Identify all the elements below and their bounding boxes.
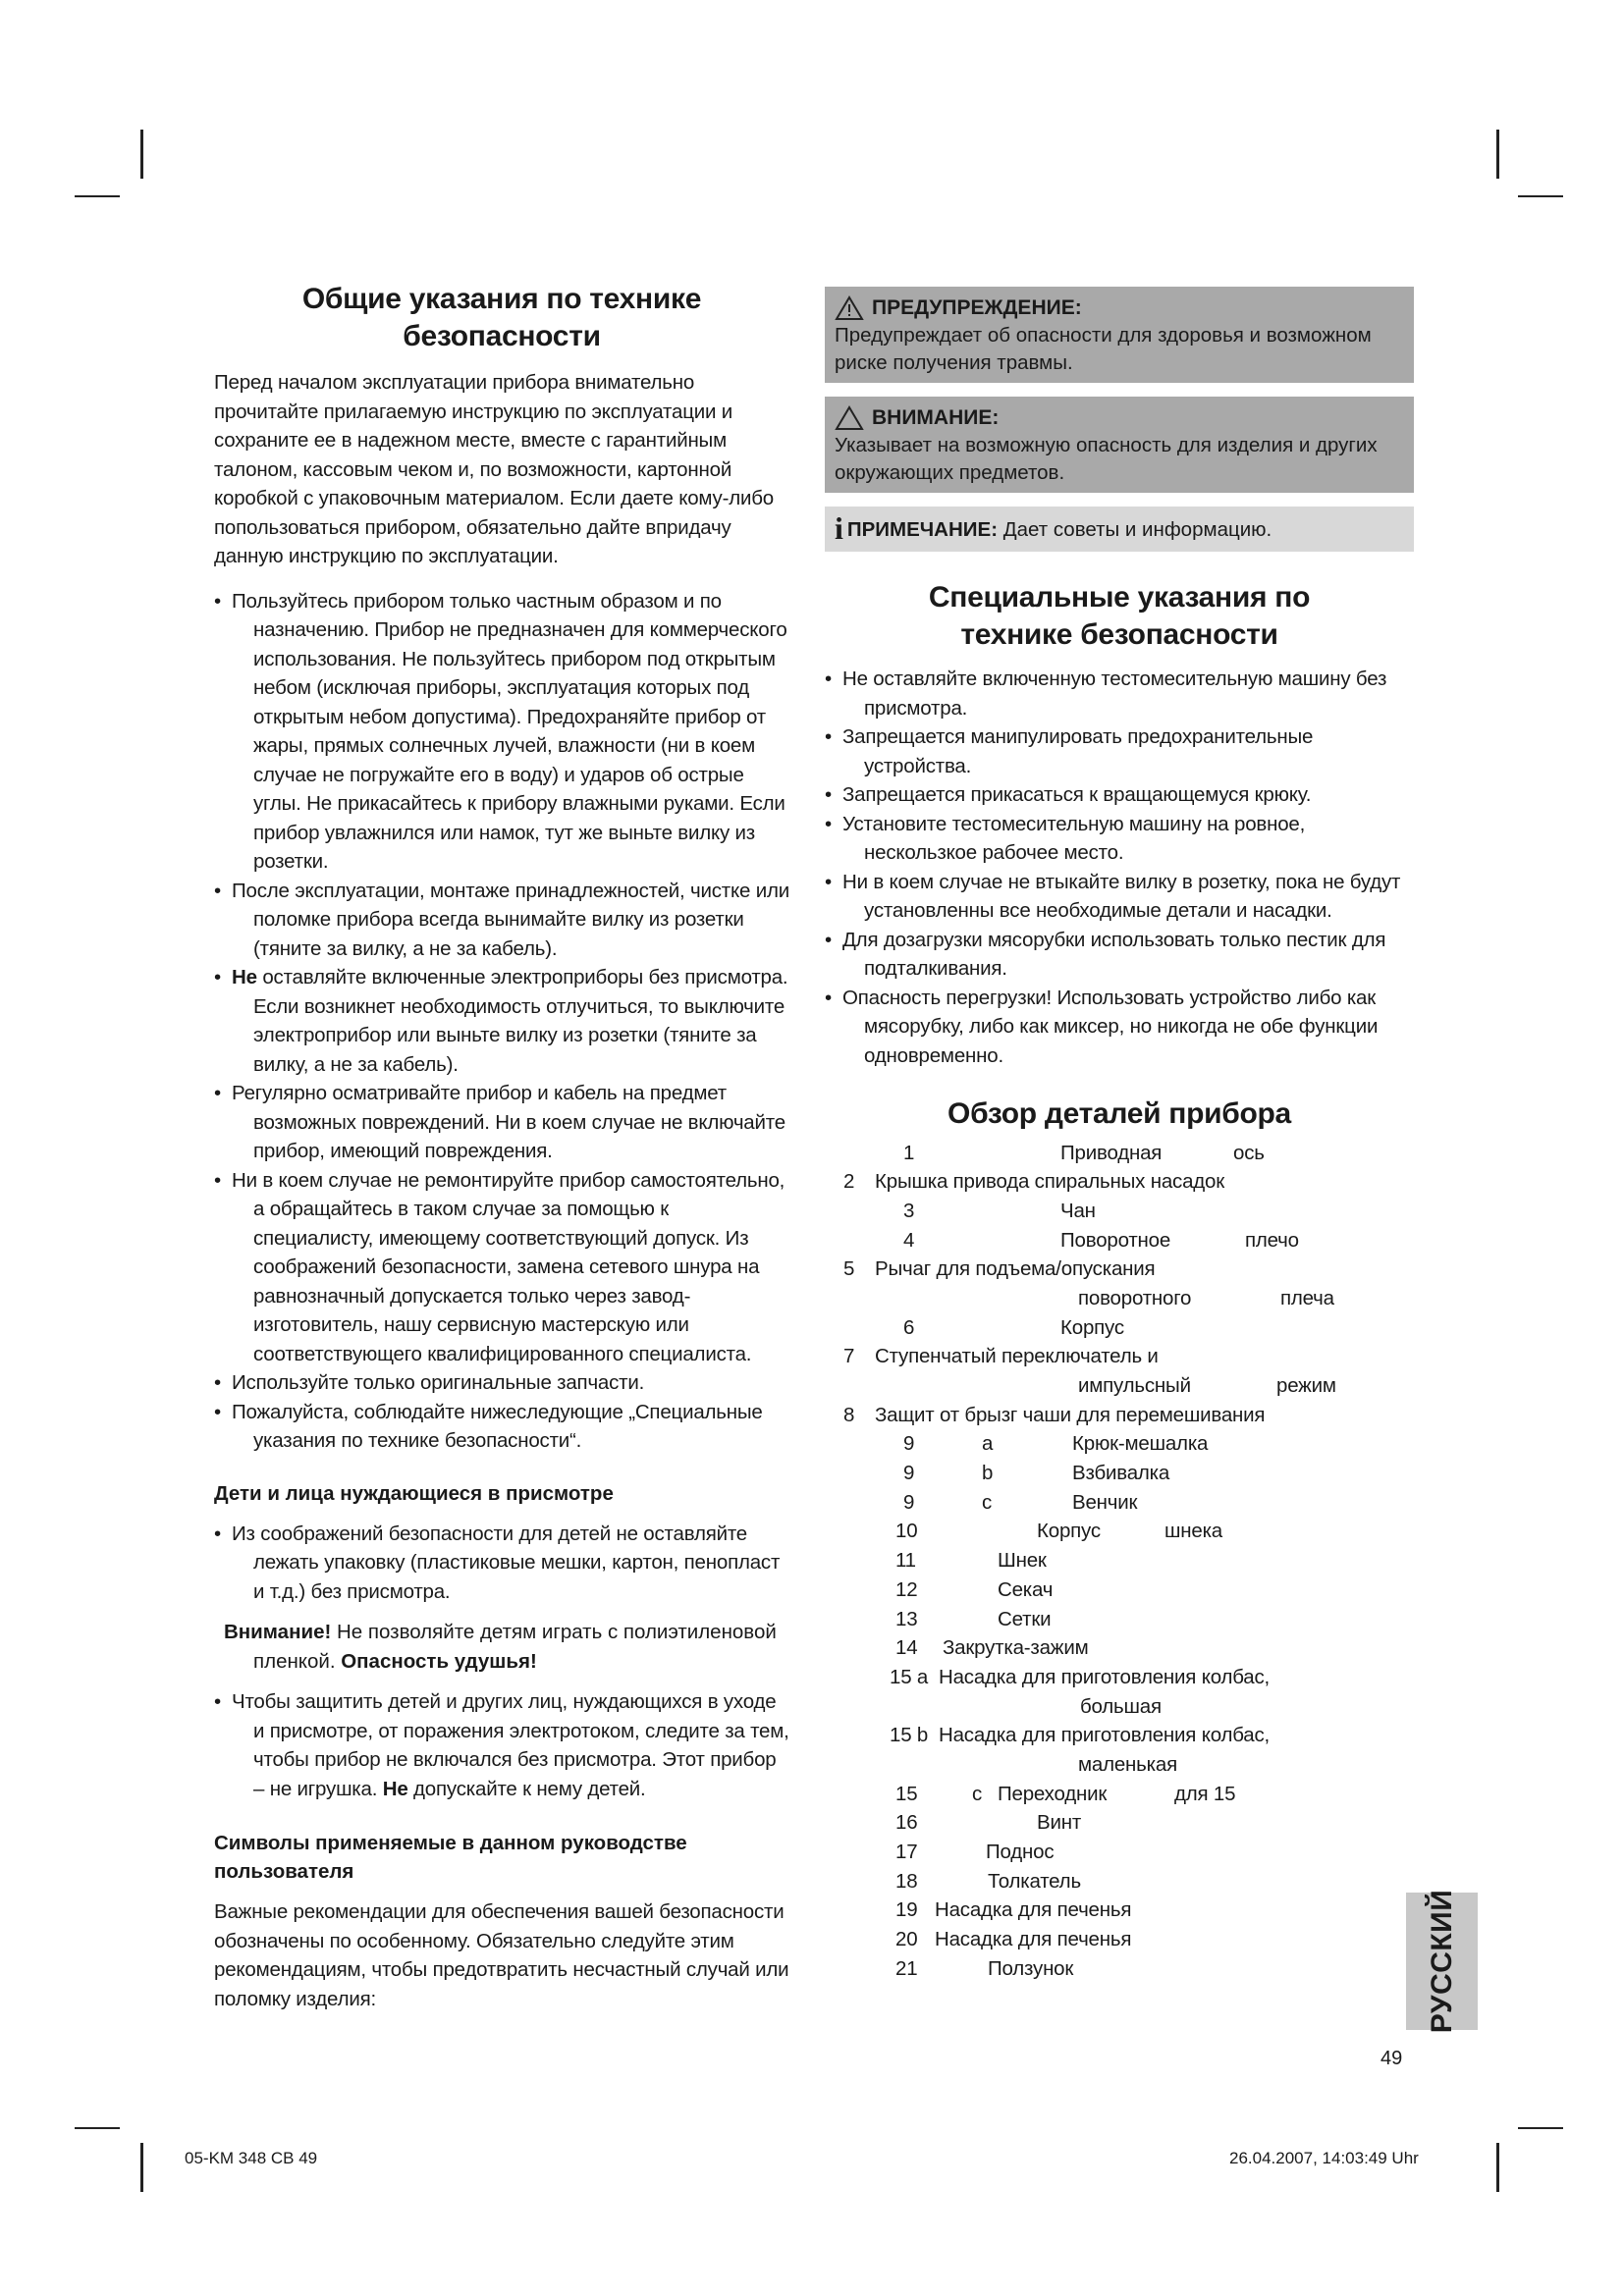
list-item [214, 963, 789, 1079]
part-name: Корпус [1060, 1315, 1124, 1339]
general-safety-title: Общие указания по технике безопасности [301, 283, 702, 352]
parts-row [825, 1575, 1414, 1605]
part-letter: c [972, 1782, 983, 1805]
part-name: Поднос [986, 1841, 1055, 1863]
part-name: импульсный [1078, 1374, 1191, 1397]
parts-row [825, 1925, 1414, 1954]
part-letter: b [982, 1462, 994, 1485]
part-name: Венчик [1072, 1490, 1138, 1514]
list-item-text: допускайте к нему детей. [407, 1777, 646, 1800]
crop-mark [1496, 130, 1499, 179]
parts-row [825, 1517, 1414, 1546]
list-item: • После эксплуатации, монтаже принадлежностей, чистке или поломке прибора всегда вынимайте вилку из розетки (тяните за вилку, а не за кабель). [214, 877, 789, 964]
part-name: режим [1276, 1374, 1336, 1397]
part-number: 17 [895, 1841, 918, 1863]
part-name: шнека [1164, 1520, 1222, 1543]
part-name: Переходник [998, 1782, 1108, 1805]
part-name: плечо [1245, 1228, 1299, 1252]
part-name: плеча [1280, 1286, 1334, 1309]
part-number: 2 [843, 1170, 855, 1194]
crop-mark [1518, 2127, 1563, 2129]
part-name: Сетки [998, 1607, 1052, 1630]
children-heading: Дети и лица нуждающиеся в присмотре [214, 1481, 614, 1505]
note-box [825, 507, 1414, 552]
part-name: Крюк-мешалка [1072, 1432, 1209, 1456]
footer-right: 26.04.2007, 14:03:49 Uhr [1229, 2149, 1419, 2167]
parts-row [825, 1342, 1414, 1371]
part-name: Ступенчатый переключатель и [875, 1345, 1159, 1368]
list-item: • Ни в коем случае не втыкайте вилку в розетку, пока не будут установленны все необходимые детали и насадки. [825, 868, 1414, 926]
part-name: Насадка для печенья [935, 1898, 1132, 1922]
left-column [214, 281, 789, 2013]
part-name: Ползунок [988, 1956, 1074, 1980]
caution-box [825, 397, 1414, 493]
part-number: 18 [895, 1869, 918, 1893]
parts-row [825, 1896, 1414, 1925]
part-name: для 15 [1174, 1782, 1236, 1805]
warning-box [825, 287, 1414, 383]
parts-row [825, 1692, 1414, 1722]
part-number: 20 [895, 1928, 918, 1951]
part-letter: a [982, 1432, 994, 1456]
intro-paragraph: Перед началом эксплуатации прибора внимательно прочитайте прилагаемую инструкцию по эксплуатации и сохраните ее в надежном месте, вместе с гарантийным талоном, кассовым чеком и, по возможности, картонной коробкой с упаковочным материалом. Если даете кому-либо попользоваться прибором, обязательно дайте впридачу данную инструкцию по эксплуатации. [214, 371, 774, 567]
list-item-text: оставляйте включенные электроприборы без присмотра. Если возникнет необходимость отлучиться, то выключите электроприбор или выньте вилку из розетки (тяните за вилку, а не за кабель). [253, 966, 788, 1076]
parts-row [825, 1838, 1414, 1867]
warning-text: Не позволяйте детям играть с полиэтиленовой пленкой. [253, 1621, 777, 1673]
crop-mark [140, 130, 143, 179]
part-name: маленькая [1078, 1752, 1177, 1776]
list-item: • Ни в коем случае не ремонтируйте прибор самостоятельно, а обращайтесь в таком случае за помощью к специалисту, имеющему соответствующий допуск. Из соображений безопасности, замена сетевого шнура на равнозначный допускается только через завод-изготовитель, нашу сервисную мастерскую или соответствующего квалифицированного специалиста. [214, 1166, 789, 1369]
part-number: 1 [903, 1141, 915, 1164]
caution-triangle-icon [835, 405, 864, 431]
info-icon: i [835, 510, 843, 546]
warning-box-title [835, 294, 1404, 322]
crop-mark [1496, 2143, 1499, 2192]
note-box-text: Дает советы и информацию. [998, 518, 1272, 541]
list-item: • Пользуйтесь прибором только частным образом и по назначению. Прибор не предназначен для коммерческого использования. Не пользуйтесь прибором под открытым небом (исключая приборы, эксплуатация которых под открытым небом допустима). Предохраняйте прибор от жары, прямых солнечных лучей, влажности (ни в коем случае не погружайте его в воду) и ударов об острые углы. Не прикасайтесь к прибору влажными руками. Если прибор увлажнился или намок, тут же выньте вилку из розетки. [214, 587, 789, 877]
parts-row [825, 1401, 1414, 1430]
part-number: 15 [895, 1782, 918, 1805]
warning-triangle-icon [835, 295, 864, 321]
part-number: 9 [903, 1432, 915, 1456]
parts-row [825, 1226, 1414, 1255]
part-number: 9 [903, 1462, 915, 1485]
part-number: 15 a [890, 1665, 929, 1688]
part-name: Взбивалка [1072, 1462, 1170, 1485]
parts-row [825, 1867, 1414, 1896]
warning-box-label: ПРЕДУПРЕЖДЕНИЕ: [872, 296, 1082, 319]
caution-box-text: Указывает на возможную опасность для изделия и других окружающих предметов. [835, 434, 1378, 484]
part-number: 16 [895, 1811, 918, 1835]
list-item: • Пожалуйста, соблюдайте нижеследующие „Специальные указания по технике безопасности“. [214, 1398, 789, 1456]
parts-row [825, 1721, 1414, 1750]
part-name: Рычаг для подъема/опускания [875, 1257, 1156, 1281]
parts-row [825, 1255, 1414, 1284]
crop-mark [140, 2143, 143, 2192]
part-number: 5 [843, 1257, 855, 1281]
part-number: 3 [903, 1199, 915, 1222]
part-number: 19 [895, 1898, 918, 1922]
warning-label: Внимание! [224, 1621, 332, 1643]
part-name: большая [1080, 1694, 1162, 1718]
caution-box-label: ВНИМАНИЕ: [872, 406, 1000, 429]
symbols-heading: Символы применяемые в данном руководстве пользователя [214, 1832, 687, 1883]
symbols-paragraph: Важные рекомендации для обеспечения вашей безопасности обозначены по особенному. Обязательно следуйте этим рекомендациям, чтобы предотвратить несчастный случай или поломку изделия: [214, 1900, 789, 2010]
crop-mark [75, 195, 120, 197]
general-safety-list [214, 587, 789, 1456]
part-name: Шнек [998, 1549, 1047, 1573]
part-name: Винт [1037, 1811, 1082, 1835]
part-name: Защит от брызг чаши для перемешивания [875, 1403, 1266, 1426]
crop-mark [1518, 195, 1563, 197]
part-name: Крышка привода спиральных насадок [875, 1170, 1225, 1194]
list-item: • Запрещается манипулировать предохранительные устройства. [825, 722, 1414, 780]
parts-row [825, 1167, 1414, 1197]
warning-danger: Опасность удушья! [341, 1649, 537, 1673]
parts-row [825, 1663, 1414, 1692]
crop-mark [75, 2127, 120, 2129]
suffocation-warning [214, 1618, 789, 1676]
note-box-label: ПРИМЕЧАНИЕ: [846, 518, 999, 541]
list-item: • Для дозагрузки мясорубки использовать только пестик для подталкивания. [825, 926, 1414, 984]
list-item: • Используйте только оригинальные запчасти. [214, 1368, 789, 1398]
list-item-text: Чтобы защитить детей и других лиц, нуждающихся в уходе и присмотре, от поражения электротоком, следите за тем, чтобы прибор не включался без присмотра. Этот прибор – не игрушка. [232, 1690, 789, 1800]
part-name: ось [1233, 1141, 1265, 1164]
caution-box-title [835, 404, 1404, 432]
part-name: Секач [998, 1577, 1054, 1601]
parts-row [825, 1488, 1414, 1518]
parts-row [825, 1459, 1414, 1488]
parts-row [825, 1139, 1414, 1168]
emphasis: Не [232, 966, 257, 988]
list-item [214, 1687, 789, 1803]
parts-row [825, 1808, 1414, 1838]
part-number: 8 [843, 1403, 855, 1426]
part-number: 9 [903, 1490, 915, 1514]
parts-row [825, 1780, 1414, 1809]
part-letter: c [982, 1490, 993, 1514]
part-number: 6 [903, 1315, 915, 1339]
part-name: поворотного [1078, 1286, 1192, 1309]
list-item: • Опасность перегрузки! Использовать устройство либо как мясорубку, либо как миксер, но никогда не обе функции одновременно. [825, 984, 1414, 1071]
part-name: Насадка для печенья [935, 1928, 1132, 1951]
part-number: 21 [895, 1956, 918, 1980]
parts-row [825, 1546, 1414, 1575]
special-safety-title: Специальные указания по технике безопасности [928, 581, 1311, 651]
part-name: Толкатель [988, 1869, 1081, 1893]
part-name: Чан [1060, 1199, 1096, 1222]
part-number: 7 [843, 1345, 855, 1368]
footer-left: 05-KM 348 CB 49 [185, 2149, 318, 2167]
parts-row [825, 1197, 1414, 1226]
part-number: 11 [895, 1549, 916, 1573]
warning-box-text: Предупреждает об опасности для здоровья и возможном риске получения травмы. [835, 324, 1372, 374]
parts-list [825, 1139, 1414, 1984]
parts-row [825, 1750, 1414, 1780]
list-item: • Запрещается прикасаться к вращающемуся крюку. [825, 780, 1414, 810]
part-number: 15 b [890, 1724, 929, 1747]
part-name: Приводная [1060, 1141, 1163, 1164]
part-number: 10 [895, 1520, 918, 1543]
parts-row [825, 1284, 1414, 1313]
emphasis: Не [382, 1777, 408, 1800]
part-name: Насадка для приготовления колбас, [939, 1665, 1271, 1688]
part-name: Закрутка-зажим [943, 1636, 1089, 1660]
part-number: 4 [903, 1228, 915, 1252]
part-name: Поворотное [1060, 1228, 1171, 1252]
right-column [825, 287, 1414, 1983]
page-number: 49 [1380, 2048, 1403, 2069]
parts-row [825, 1313, 1414, 1343]
list-item: • Регулярно осматривайте прибор и кабель на предмет возможных повреждений. Ни в коем случае не включайте прибор, имеющий повреждения. [214, 1079, 789, 1166]
list-item: • Установите тестомесительную машину на ровное, нескользкое рабочее место. [825, 810, 1414, 868]
part-number: 13 [895, 1607, 918, 1630]
list-item: • Не оставляйте включенную тестомесительную машину без присмотра. [825, 665, 1414, 722]
parts-row [825, 1954, 1414, 1984]
part-number: 12 [895, 1577, 918, 1601]
list-item: • Из соображений безопасности для детей не оставляйте лежать упаковку (пластиковые мешки, картон, пенопласт и т.д.) без присмотра. [214, 1520, 789, 1607]
parts-overview-title: Обзор деталей прибора [947, 1097, 1291, 1130]
part-number: 14 [895, 1636, 918, 1660]
parts-row [825, 1605, 1414, 1634]
parts-row [825, 1429, 1414, 1459]
language-tab [1406, 1889, 1478, 2034]
children-list-1 [214, 1520, 789, 1607]
children-list-2 [214, 1687, 789, 1803]
special-safety-list [825, 665, 1414, 1070]
parts-row [825, 1633, 1414, 1663]
part-name: Насадка для приготовления колбас, [939, 1724, 1271, 1747]
parts-row [825, 1371, 1414, 1401]
language-tab-label: РУССКИЙ [1425, 1889, 1458, 2034]
part-name: Корпус [1037, 1520, 1101, 1543]
